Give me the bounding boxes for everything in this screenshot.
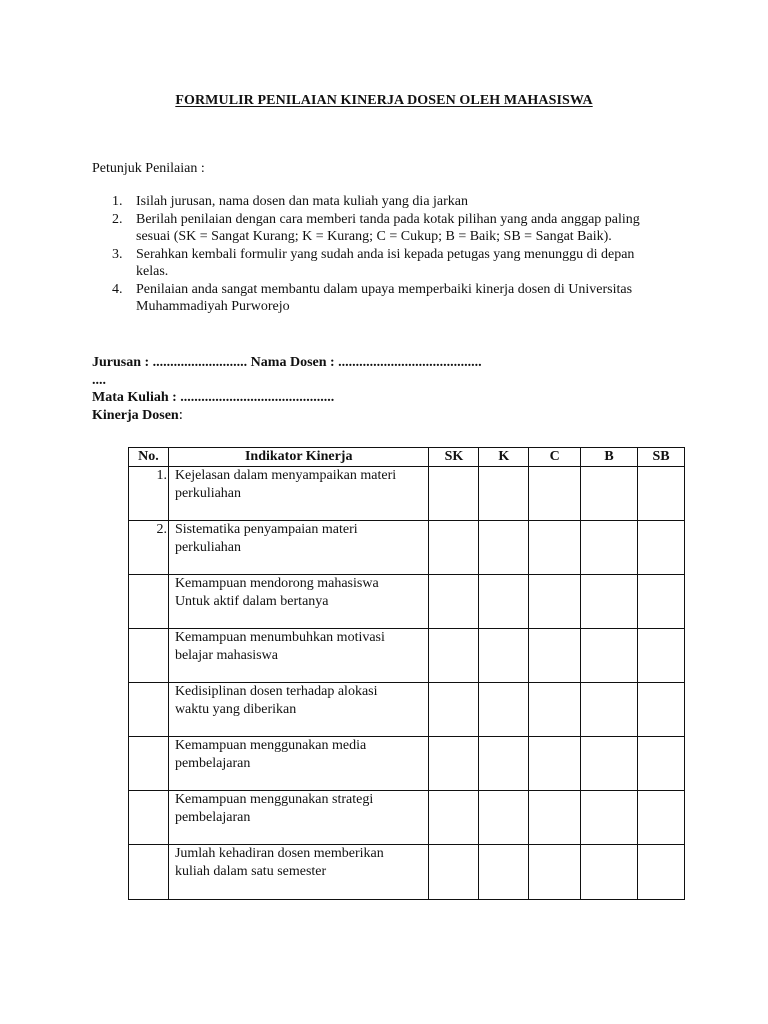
indicator-line: kuliah dalam satu semester <box>174 863 327 879</box>
instructions-list <box>92 193 692 316</box>
document-title <box>0 93 768 109</box>
rating-box-c[interactable] <box>529 467 581 521</box>
instruction-item <box>92 246 692 281</box>
indicator-line: Kejelasan dalam menyampaikan materi <box>174 468 397 483</box>
rating-box-sb[interactable] <box>638 845 685 900</box>
row-number: 1. <box>129 467 169 521</box>
indicator-cell <box>168 791 429 845</box>
header-sb: SB <box>638 448 685 467</box>
indicator-cell <box>168 737 429 791</box>
header-no: No. <box>129 448 169 467</box>
indicator-line: Jumlah kehadiran dosen memberikan <box>174 846 384 861</box>
header-k: K <box>479 448 529 467</box>
instruction-item <box>92 281 692 316</box>
rating-box-b[interactable] <box>581 521 638 575</box>
indicator-line: Kemampuan mendorong mahasiswa <box>174 576 379 591</box>
rating-box-sk[interactable] <box>429 737 479 791</box>
instruction-line: kelas. <box>136 264 169 279</box>
rating-box-k[interactable] <box>479 683 529 737</box>
indicator-line: belajar mahasiswa <box>174 647 278 663</box>
indicator-cell <box>168 629 429 683</box>
indicator-cell <box>168 845 429 900</box>
rating-box-sb[interactable] <box>638 629 685 683</box>
header-b: B <box>581 448 638 467</box>
table-row <box>129 683 685 737</box>
kinerja-dosen-label <box>92 407 482 425</box>
instruction-line: Serahkan kembali formulir yang sudah anda isi kepada petugas yang menunggu di depan <box>136 246 635 262</box>
instruction-line: sesuai (SK = Sangat Kurang; K = Kurang; C = Cukup; B = Baik; SB = Sangat Baik). <box>136 229 612 244</box>
rating-box-sb[interactable] <box>638 737 685 791</box>
rating-box-sk[interactable] <box>429 467 479 521</box>
rating-box-c[interactable] <box>529 791 581 845</box>
table-row <box>129 467 685 521</box>
indicator-line: Sistematika penyampaian materi <box>174 522 358 537</box>
instruction-line: Penilaian anda sangat membantu dalam upaya memperbaiki kinerja dosen di Universitas <box>136 281 633 297</box>
table-row <box>129 845 685 900</box>
instruction-line: Muhammadiyah Purworejo <box>136 299 290 314</box>
instruction-item <box>92 193 692 211</box>
field-jurusan-nama-dosen[interactable]: Jurusan : ........................... Nama Dosen : ......................................... <box>92 355 482 370</box>
field-mata-kuliah[interactable]: Mata Kuliah : ............................................ <box>92 390 335 405</box>
indicator-line: Kemampuan menumbuhkan motivasi <box>174 630 385 645</box>
instruction-number: 3. <box>112 246 123 262</box>
evaluation-table <box>128 447 685 900</box>
indicator-line: pembelajaran <box>174 809 251 825</box>
table-row <box>129 575 685 629</box>
indicator-line: Kemampuan menggunakan strategi <box>174 792 374 807</box>
indicator-line: perkuliahan <box>174 485 242 501</box>
header-c: C <box>529 448 581 467</box>
rating-box-sb[interactable] <box>638 791 685 845</box>
form-fields <box>92 354 482 424</box>
rating-box-b[interactable] <box>581 467 638 521</box>
instruction-number: 4. <box>112 281 123 297</box>
rating-box-sk[interactable] <box>429 683 479 737</box>
indicator-line: Untuk aktif dalam bertanya <box>174 593 329 609</box>
row-number <box>129 791 169 845</box>
rating-box-k[interactable] <box>479 791 529 845</box>
rating-box-sk[interactable] <box>429 629 479 683</box>
instruction-line: Isilah jurusan, nama dosen dan mata kuliah yang dia jarkan <box>136 194 469 209</box>
row-number <box>129 575 169 629</box>
rating-box-b[interactable] <box>581 683 638 737</box>
rating-box-k[interactable] <box>479 737 529 791</box>
rating-box-k[interactable] <box>479 629 529 683</box>
instruction-line: Berilah penilaian dengan cara memberi tanda pada kotak pilihan yang anda anggap paling <box>136 211 640 227</box>
header-indikator: Indikator Kinerja <box>168 448 429 467</box>
rating-box-c[interactable] <box>529 575 581 629</box>
rating-box-b[interactable] <box>581 845 638 900</box>
rating-box-c[interactable] <box>529 845 581 900</box>
rating-box-b[interactable] <box>581 737 638 791</box>
instruction-number: 2. <box>112 211 123 227</box>
rating-box-c[interactable] <box>529 737 581 791</box>
indicator-cell <box>168 575 429 629</box>
rating-box-sb[interactable] <box>638 521 685 575</box>
kinerja-dosen-colon: : <box>178 406 183 423</box>
instructions-heading: Petunjuk Penilaian : <box>92 161 205 176</box>
rating-box-sk[interactable] <box>429 521 479 575</box>
row-number <box>129 845 169 900</box>
indicator-line: perkuliahan <box>174 539 242 555</box>
rating-box-c[interactable] <box>529 629 581 683</box>
rating-box-k[interactable] <box>479 575 529 629</box>
indicator-line: Kedisiplinan dosen terhadap alokasi <box>174 684 378 699</box>
indicator-line: pembelajaran <box>174 755 251 771</box>
rating-box-sb[interactable] <box>638 683 685 737</box>
table-row <box>129 521 685 575</box>
rating-box-b[interactable] <box>581 629 638 683</box>
row-number <box>129 683 169 737</box>
rating-box-k[interactable] <box>479 467 529 521</box>
table-header-row <box>129 448 685 467</box>
table-row <box>129 737 685 791</box>
indicator-cell <box>168 467 429 521</box>
rating-box-sk[interactable] <box>429 575 479 629</box>
indicator-line: waktu yang diberikan <box>174 701 297 717</box>
indicator-line: Kemampuan menggunakan media <box>174 738 367 753</box>
row-number <box>129 737 169 791</box>
header-sk: SK <box>429 448 479 467</box>
instruction-item <box>92 211 692 246</box>
document-title-text: FORMULIR PENILAIAN KINERJA DOSEN OLEH MAHASISWA <box>175 93 593 108</box>
row-number: 2. <box>129 521 169 575</box>
kinerja-dosen-text: Kinerja Dosen <box>92 407 179 423</box>
rating-box-k[interactable] <box>479 845 529 900</box>
rating-box-sb[interactable] <box>638 467 685 521</box>
rating-box-sk[interactable] <box>429 791 479 845</box>
indicator-cell <box>168 521 429 575</box>
rating-box-sk[interactable] <box>429 845 479 900</box>
table-row <box>129 629 685 683</box>
rating-box-sb[interactable] <box>638 575 685 629</box>
rating-box-c[interactable] <box>529 683 581 737</box>
rating-box-k[interactable] <box>479 521 529 575</box>
rating-box-b[interactable] <box>581 575 638 629</box>
instruction-number: 1. <box>112 194 123 209</box>
row-number <box>129 629 169 683</box>
field-continuation: .... <box>92 372 106 388</box>
indicator-cell <box>168 683 429 737</box>
table-row <box>129 791 685 845</box>
rating-box-b[interactable] <box>581 791 638 845</box>
rating-box-c[interactable] <box>529 521 581 575</box>
